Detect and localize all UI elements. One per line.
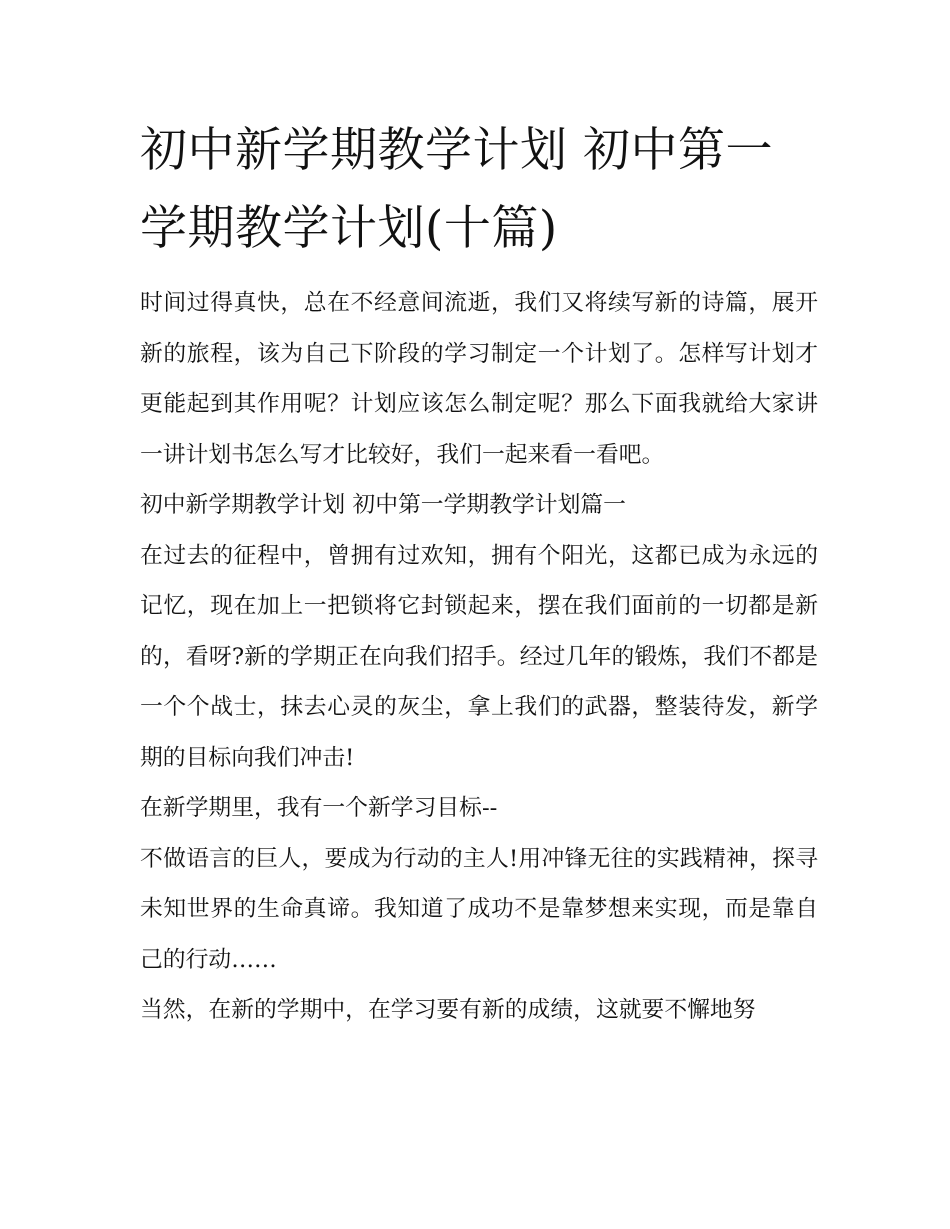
document-title: 初中新学期教学计划 初中第一学期教学计划(十篇) <box>140 123 773 256</box>
body-paragraph: 在新学期里，我有一个新学习目标-- <box>140 795 498 821</box>
body-paragraph: 当然，在新的学期中，在学习要有新的成绩，这就要不懈地努 <box>140 997 756 1023</box>
body-paragraph: 不做语言的巨人，要成为行动的主人!用冲锋无往的实践精神，探寻未知世界的生命真谛。我知道了成功不是靠梦想来实现，而是靠自己的行动…… <box>140 845 818 973</box>
document-page <box>140 112 818 1036</box>
body-paragraph: 在过去的征程中，曾拥有过欢知，拥有个阳光，这都已成为永远的记忆，现在加上一把锁将它封锁起来，摆在我们面前的一切都是新的，看呀?新的学期正在向我们招手。经过几年的锻炼，我们不都是一个个战士，抹去心灵的灰尘，拿上我们的武器，整装待发，新学期的目标向我们冲击! <box>140 542 818 771</box>
intro-paragraph: 时间过得真快，总在不经意间流逝，我们又将续写新的诗篇，展开新的旅程，该为自己下阶段的学习制定一个计划了。怎样写计划才更能起到其作用呢？计划应该怎么制定呢？那么下面我就给大家讲一讲计划书怎么写才比较好，我们一起来看一看吧。 <box>140 290 818 468</box>
section-heading: 初中新学期教学计划 初中第一学期教学计划篇一 <box>140 492 626 518</box>
